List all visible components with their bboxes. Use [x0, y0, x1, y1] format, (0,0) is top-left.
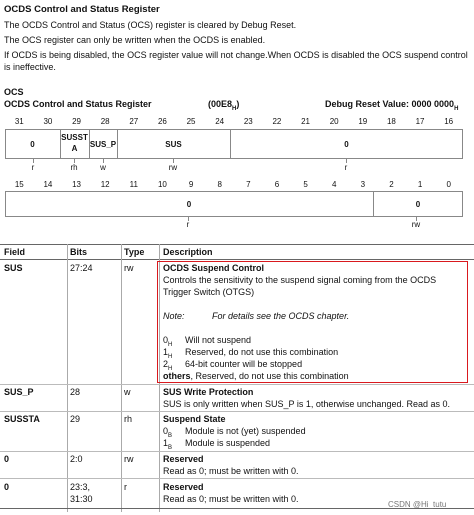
intro-text-2: The OCS register can only be written when the OCDS is enabled. — [4, 35, 266, 45]
row-sussta-bits: 29 — [70, 414, 81, 424]
row-rule — [0, 478, 474, 479]
field-reserved-upper: 0 — [30, 140, 35, 149]
bit-number-5: 5 — [303, 180, 308, 189]
bit-number-11: 11 — [129, 180, 138, 189]
row-sus-value-0: $0_H$ — [163, 335, 173, 348]
access-label: r — [186, 220, 190, 229]
access-label: rw — [168, 163, 178, 172]
col-header-bits: Bits — [70, 247, 88, 257]
row-sus-p-title: SUS Write Protection — [163, 387, 254, 397]
access-label: rh — [70, 163, 78, 172]
access-label: rw — [411, 220, 421, 229]
row-sus-value-0-text: Will not suspend — [185, 335, 252, 345]
row-sussta-field: SUSSTA — [4, 414, 40, 424]
row-sussta-type: rh — [124, 414, 133, 424]
row-sus-others: others, Reserved, do not use this combination — [163, 371, 349, 381]
bit-number-4: 4 — [331, 180, 337, 189]
col-header-type: Type — [124, 247, 145, 257]
bit-number-29: 29 — [72, 117, 82, 126]
bit-number-3: 3 — [360, 180, 366, 189]
field-sus: SUS — [165, 140, 182, 149]
register-reset-value: Debug Reset Value: 0000 $0000_H$ — [325, 99, 459, 112]
intro-text-3b: is ineffective. — [4, 62, 56, 72]
row-sussta-value-0: $0_B$ — [163, 426, 173, 439]
row-sus-value-1-text: Reserved, do not use this combination — [185, 347, 339, 357]
field-reserved-lower-2: 0 — [415, 200, 421, 209]
row-reserved-1-desc: Read as 0; must be written with 0. — [163, 466, 299, 476]
row-sus-p-field: SUS_P — [4, 387, 34, 397]
bit-number-15: 15 — [14, 180, 24, 189]
bit-number-14: 14 — [43, 180, 53, 189]
bit-number-25: 25 — [186, 117, 196, 126]
row-sus-p-type: w — [124, 387, 131, 397]
row-rule — [0, 451, 474, 452]
row-sus-value-2-text: 64-bit counter will be stopped — [185, 359, 303, 369]
section-heading: OCDS Control and Status Register — [4, 4, 160, 15]
row-sussta-value-0-text: Module is not (yet) suspended — [185, 426, 306, 436]
bit-number-24: 24 — [215, 117, 225, 126]
bit-number-13: 13 — [72, 180, 82, 189]
col-divider — [67, 244, 68, 512]
bit-number-2: 2 — [389, 180, 394, 189]
row-reserved-1-field: 0 — [4, 454, 10, 464]
row-sus-note-text: For details see the OCDS chapter. — [212, 311, 350, 321]
bit-number-27: 27 — [129, 117, 139, 126]
row-reserved-1-type: rw — [124, 454, 134, 464]
bit-number-28: 28 — [100, 117, 110, 126]
row-rule — [0, 384, 474, 385]
highlight-box — [157, 261, 468, 383]
col-divider — [121, 244, 122, 512]
register-offset: $(00E8_H)$ — [208, 99, 240, 112]
bit-number-19: 19 — [358, 117, 368, 126]
row-sus-type: rw — [124, 263, 134, 273]
row-reserved-1-bits: 2:0 — [70, 454, 83, 464]
bit-number-22: 22 — [272, 117, 282, 126]
watermark: CSDN @Hi_tutu — [388, 500, 447, 509]
row-reserved-2-desc: Read as 0; must be written with 0. — [163, 494, 299, 504]
table-top-rule — [0, 244, 474, 245]
bit-number-8: 8 — [217, 180, 222, 189]
row-sus-desc-2: Trigger Switch (OTGS) — [163, 287, 255, 297]
row-sus-desc-1: Controls the sensitivity to the suspend signal coming from the OCDS — [163, 275, 437, 285]
row-sus-value-2: $2_H$ — [163, 359, 173, 372]
row-sussta-title: Suspend State — [163, 414, 226, 424]
row-sus-bits: 27:24 — [70, 263, 93, 273]
access-label: r — [31, 163, 35, 172]
row-sus-p-desc: SUS is only written when SUS_P is 1, otherwise unchanged. Read as 0. — [163, 399, 450, 409]
row-sussta-value-1-text: Module is suspended — [185, 438, 271, 448]
col-header-field: Field — [4, 247, 26, 257]
row-sus-field: SUS — [4, 263, 23, 273]
bit-number-6: 6 — [274, 180, 280, 189]
access-label: w — [100, 163, 106, 172]
intro-text-3a: If OCDS is being disabled, the OCS register value will not change.When OCDS is disabled the OCS suspend control — [4, 50, 468, 60]
row-reserved-2-type: r — [124, 482, 127, 492]
field-sus-p: SUS_P — [89, 140, 117, 149]
access-label: r — [344, 163, 348, 172]
row-sus-p-bits: 28 — [70, 387, 81, 397]
field-reserved-upper-2: 0 — [344, 140, 349, 149]
row-sus-title: OCDS Suspend Control — [163, 263, 264, 273]
bit-number-31: 31 — [14, 117, 24, 126]
row-sus-value-1: $1_H$ — [163, 347, 173, 360]
bit-number-10: 10 — [157, 180, 167, 189]
bit-number-1: 1 — [417, 180, 423, 189]
bit-number-12: 12 — [100, 180, 110, 189]
bit-number-16: 16 — [444, 117, 454, 126]
bit-number-7: 7 — [246, 180, 251, 189]
bit-number-17: 17 — [415, 117, 425, 126]
bit-number-18: 18 — [386, 117, 396, 126]
row-reserved-1-title: Reserved — [163, 454, 204, 464]
bit-number-20: 20 — [329, 117, 339, 126]
row-reserved-2-bits-2: 31:30 — [70, 494, 93, 504]
bit-number-21: 21 — [301, 117, 311, 126]
col-header-description: Description — [163, 247, 213, 257]
bit-number-0: 0 — [446, 180, 451, 189]
field-reserved-lower: 0 — [186, 200, 192, 209]
row-reserved-2-bits-1: 23:3, — [70, 482, 91, 492]
bit-number-9: 9 — [188, 180, 194, 189]
row-sussta-value-1: $1_B$ — [163, 438, 173, 451]
bit-number-30: 30 — [43, 117, 53, 126]
register-short-name: OCS — [4, 87, 24, 97]
row-rule — [0, 411, 474, 412]
table-header-rule — [0, 259, 474, 260]
row-reserved-2-title: Reserved — [163, 482, 204, 492]
row-sus-note-label: Note: — [163, 311, 185, 321]
bit-number-26: 26 — [157, 117, 167, 126]
intro-text-1: The OCDS Control and Status (OCS) register is cleared by Debug Reset. — [4, 20, 297, 30]
bit-number-23: 23 — [243, 117, 253, 126]
register-full-name: OCDS Control and Status Register — [4, 99, 152, 109]
field-sussta: SUSST A — [61, 133, 88, 153]
row-reserved-2-field: 0 — [4, 482, 10, 492]
